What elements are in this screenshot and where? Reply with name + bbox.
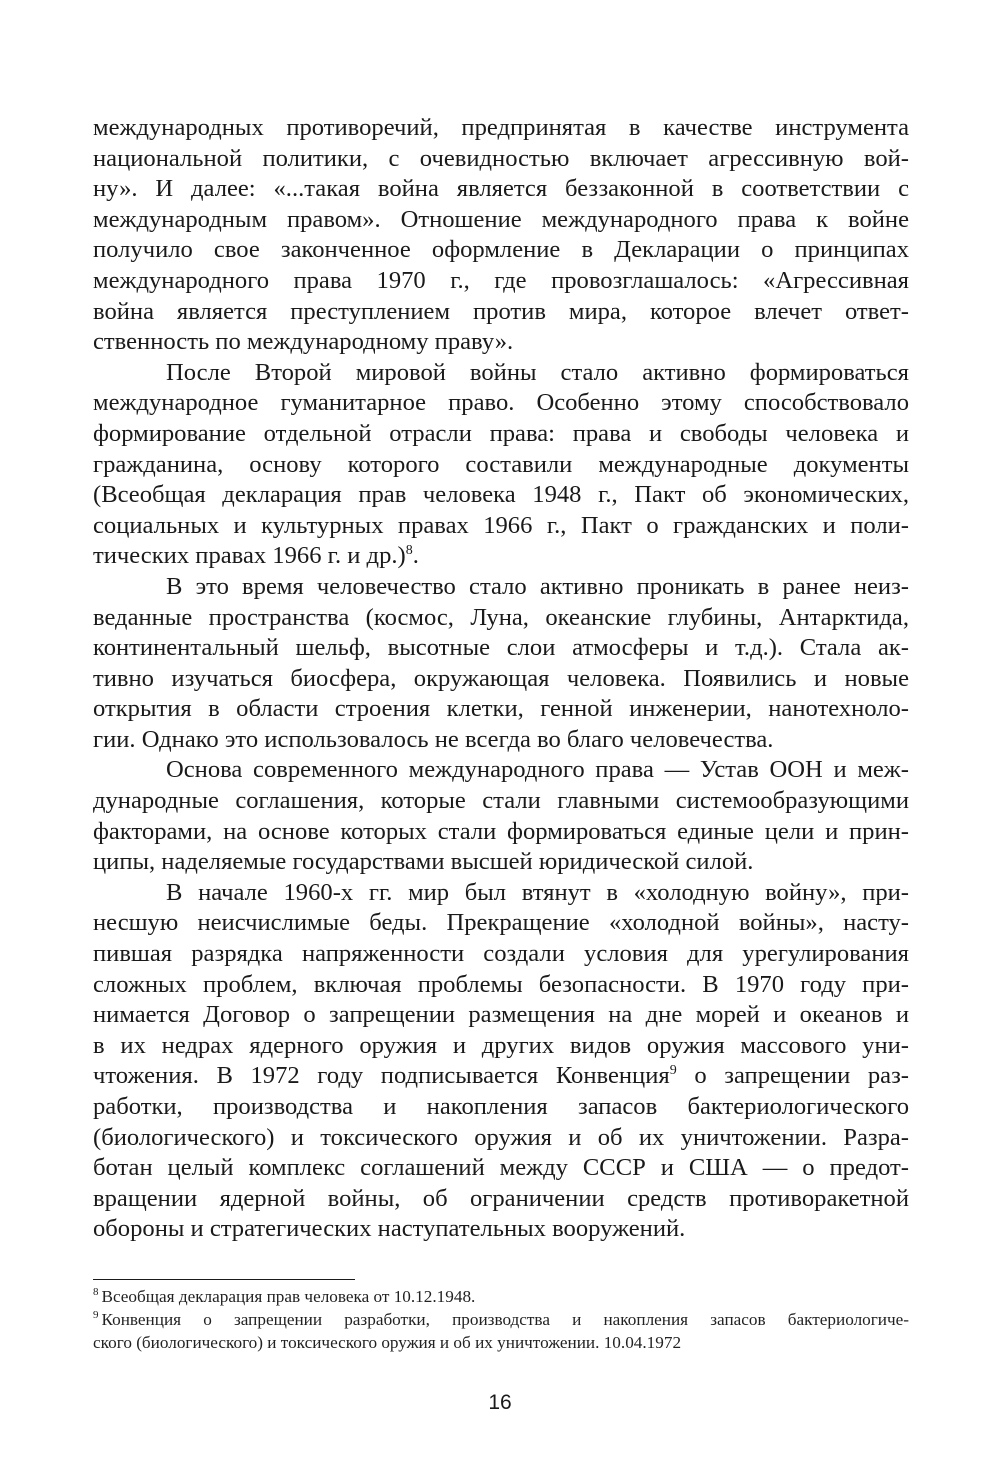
sentence-period: . [412, 542, 419, 570]
text-segment: чтожения. В 1972 году подписывается Конвенция [93, 1062, 670, 1090]
text-line: международных противоречий, предпринятая в качестве инструмента [93, 114, 909, 141]
body-text [93, 113, 909, 1245]
footnotes [93, 1285, 909, 1354]
text-segment: тических правах 1966 г. и др.) [93, 542, 406, 570]
text-line: в их недрах ядерного оружия и других видов оружия массового уни- [93, 1031, 909, 1059]
footnote-ref-9: 9 [669, 1063, 677, 1079]
text-line: сложных проблем, включая проблемы безопасности. В 1970 году при- [93, 970, 909, 998]
footnote-marker: 9 [93, 1309, 99, 1322]
text-line [93, 1061, 909, 1092]
text-line: международное гуманитарное право. Особенно этому способствовало [93, 389, 909, 417]
text-line: Основа современного международного права — Устав ООН и меж- [166, 756, 909, 784]
text-line: пившая разрядка напряженности создали условия для урегулирования [93, 940, 909, 968]
text-line: континентальный шельф, высотные слои атмосферы и т.д.). Стала ак- [93, 634, 909, 662]
footnote-divider [93, 1279, 355, 1280]
text-line: международным правом». Отношение международного права к войне [93, 205, 909, 233]
text-line: ственность по международному праву». [93, 328, 514, 356]
text-line: ну». И далее: «...такая война является беззаконной в соответствии с [93, 175, 909, 203]
footnote-marker: 8 [93, 1286, 99, 1299]
text-line: гии. Однако это использовалось не всегда во благо человечества. [93, 725, 774, 753]
text-line: В начале 1960-х гг. мир был втянут в «холодную войну», при- [166, 878, 909, 906]
footnote-9-continuation: ского (биологического) и токсического оружия и об их уничтожении. 10.04.1972 [93, 1333, 682, 1352]
text-line: социальных и культурных правах 1966 г., Пакт о гражданских и поли- [93, 511, 909, 539]
text-line: тивно изучаться биосфера, окружающая человека. Появились и новые [93, 664, 909, 692]
text-line: (Всеобщая декларация прав человека 1948 г., Пакт об экономических, [93, 481, 909, 509]
footnote-ref-8: 8 [405, 543, 413, 559]
text-line: вращении ядерной войны, об ограничении средств противоракетной [93, 1184, 909, 1212]
text-line: открытия в области строения клетки, генной инженерии, нанотехноло- [93, 695, 909, 723]
text-line: (биологического) и токсического оружия и об их уничтожении. Разра- [93, 1123, 909, 1151]
footnote-text: Всеобщая декларация прав человека от 10.12.1948. [101, 1287, 476, 1306]
text-line: обороны и стратегических наступательных вооружений. [93, 1215, 686, 1243]
footnote-9 [93, 1308, 909, 1331]
footnote-text: Конвенция о запрещении разработки, производства и накопления запасов бактериологиче- [101, 1310, 909, 1329]
text-line: веданные пространства (космос, Луна, океанские глубины, Антарктида, [93, 603, 909, 631]
text-line: нимается Договор о запрещении размещения на дне морей и океанов и [93, 1001, 909, 1029]
text-segment: о запрещении раз- [676, 1062, 909, 1090]
text-line: несшую неисчислимые беды. Прекращение «холодной войны», насту- [93, 909, 909, 937]
text-line: факторами, на основе которых стали формироваться единые цели и прин- [93, 817, 909, 845]
text-line: После Второй мировой войны стало активно формироваться [166, 358, 909, 386]
text-line: война является преступлением против мира, которое влечет ответ- [93, 297, 909, 325]
text-line: гражданина, основу которого составили международные документы [93, 450, 909, 478]
text-line: В это время человечество стало активно проникать в ранее неиз- [166, 572, 909, 600]
text-line: формирование отдельной отрасли права: права и свободы человека и [93, 419, 909, 447]
text-line: получило свое законченное оформление в Декларации о принципах [93, 236, 909, 264]
text-line: ботан целый комплекс соглашений между СССР и США — о предот- [93, 1154, 909, 1182]
text-line: национальной политики, с очевидностью включает агрессивную вой- [93, 144, 909, 172]
text-line: международного права 1970 г., где провозглашалось: «Агрессивная [93, 266, 909, 294]
text-line [93, 541, 909, 572]
footnote-8 [93, 1285, 909, 1308]
text-line: дународные соглашения, которые стали главными системообразующими [93, 787, 909, 815]
page-number: 16 [488, 1391, 512, 1414]
text-line: ципы, наделяемые государствами высшей юридической силой. [93, 848, 754, 876]
text-line: работки, производства и накопления запасов бактериологического [93, 1093, 909, 1120]
